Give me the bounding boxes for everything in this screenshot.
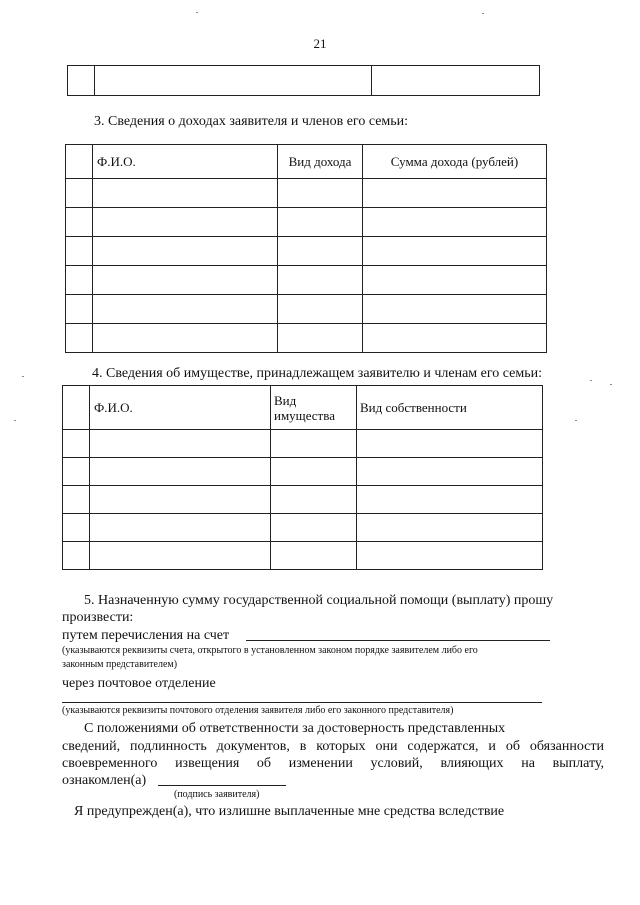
table-cell[interactable]	[95, 66, 372, 96]
post-label: через почтовое отделение	[62, 676, 216, 691]
table-cell[interactable]	[363, 179, 547, 208]
ack-line4: ознакомлен(а)	[62, 773, 147, 788]
table-cell[interactable]	[357, 458, 543, 486]
table-cell[interactable]	[271, 486, 357, 514]
table-cell	[66, 145, 93, 179]
table-row	[66, 324, 547, 353]
table-row	[63, 514, 543, 542]
ack-line2: сведений, подлинность документов, в которых они содержатся, и об обязанности	[62, 739, 604, 754]
table-cell[interactable]	[357, 430, 543, 458]
table-row	[63, 430, 543, 458]
table-cell[interactable]	[278, 179, 363, 208]
property-table	[62, 385, 543, 570]
table-cell[interactable]	[63, 430, 90, 458]
table-cell[interactable]	[66, 324, 93, 353]
table-cell[interactable]	[90, 542, 271, 570]
table-cell[interactable]	[271, 458, 357, 486]
income-table	[65, 144, 547, 353]
table-row	[63, 542, 543, 570]
ack-line1: С положениями об ответственности за достоверность представленных	[84, 721, 506, 736]
table-cell[interactable]	[63, 458, 90, 486]
table-row	[66, 179, 547, 208]
table-cell[interactable]	[68, 66, 95, 96]
signature-line[interactable]	[158, 785, 286, 786]
table-cell[interactable]	[90, 486, 271, 514]
table-cell[interactable]	[93, 179, 278, 208]
section4-title: 4. Сведения об имуществе, принадлежащем заявителю и членам его семьи:	[92, 366, 542, 381]
property-col-type	[271, 386, 357, 430]
table-cell[interactable]	[90, 514, 271, 542]
signature-hint: (подпись заявителя)	[174, 789, 260, 800]
table-cell[interactable]	[90, 458, 271, 486]
table-cell[interactable]	[271, 542, 357, 570]
table-cell[interactable]	[278, 295, 363, 324]
table-cell[interactable]	[93, 237, 278, 266]
post-office-line[interactable]	[62, 702, 542, 703]
table-cell[interactable]	[357, 514, 543, 542]
post-hint: (указываются реквизиты почтового отделения заявителя либо его законного представителя)	[62, 705, 454, 716]
scan-speck	[22, 376, 24, 377]
continuation-table	[67, 65, 540, 96]
income-col-fio: Ф.И.О.	[93, 145, 278, 179]
account-details-line[interactable]	[246, 640, 550, 641]
page-number: 21	[313, 36, 327, 51]
section3-title: 3. Сведения о доходах заявителя и членов его семьи:	[94, 114, 409, 129]
scan-speck	[196, 12, 198, 13]
scan-speck	[14, 420, 16, 421]
table-cell[interactable]	[372, 66, 540, 96]
table-cell[interactable]	[363, 208, 547, 237]
table-cell[interactable]	[93, 295, 278, 324]
table-cell[interactable]	[357, 542, 543, 570]
scan-speck	[590, 380, 592, 381]
table-cell[interactable]	[271, 430, 357, 458]
table-cell[interactable]	[363, 237, 547, 266]
table-cell[interactable]	[278, 266, 363, 295]
table-cell[interactable]	[63, 486, 90, 514]
table-cell	[63, 386, 90, 430]
section5-para-line1: 5. Назначенную сумму государственной социальной помощи (выплату) прошу	[84, 593, 554, 608]
section5-para-line2: произвести:	[62, 610, 134, 625]
table-row	[63, 458, 543, 486]
table-row	[66, 237, 547, 266]
table-cell[interactable]	[66, 179, 93, 208]
ack-line3: своевременного извещения об изменении условий, влияющих на выплату,	[62, 756, 604, 771]
table-cell[interactable]	[90, 430, 271, 458]
property-col-type-line1: Вид	[274, 392, 297, 408]
table-cell[interactable]	[363, 324, 547, 353]
table-cell[interactable]	[278, 237, 363, 266]
table-cell[interactable]	[93, 266, 278, 295]
scan-speck	[482, 13, 484, 14]
scan-speck	[610, 384, 612, 385]
transfer-hint-line1: (указываются реквизиты счета, открытого в установленном законом порядке заявителем либо его	[62, 645, 478, 656]
table-cell[interactable]	[66, 266, 93, 295]
table-cell[interactable]	[278, 324, 363, 353]
warning-text: Я предупрежден(а), что излишне выплаченные мне средства вследствие	[74, 804, 505, 819]
table-cell[interactable]	[66, 237, 93, 266]
transfer-label: путем перечисления на счет	[62, 628, 230, 643]
table-row	[66, 208, 547, 237]
transfer-hint-line2: законным представителем)	[62, 659, 178, 670]
table-cell[interactable]	[63, 542, 90, 570]
table-cell[interactable]	[363, 295, 547, 324]
table-row	[63, 486, 543, 514]
property-col-fio: Ф.И.О.	[90, 386, 271, 430]
table-row	[66, 295, 547, 324]
table-cell[interactable]	[363, 266, 547, 295]
table-cell[interactable]	[271, 514, 357, 542]
table-cell[interactable]	[63, 514, 90, 542]
income-col-type: Вид дохода	[278, 145, 363, 179]
table-row	[66, 266, 547, 295]
table-cell[interactable]	[357, 486, 543, 514]
table-cell[interactable]	[93, 208, 278, 237]
property-col-ownership: Вид собственности	[357, 386, 543, 430]
table-cell[interactable]	[278, 208, 363, 237]
table-cell[interactable]	[66, 295, 93, 324]
table-cell[interactable]	[93, 324, 278, 353]
income-col-sum: Сумма дохода (рублей)	[363, 145, 547, 179]
scan-speck	[575, 420, 577, 421]
property-col-type-line2: имущества	[274, 407, 335, 423]
table-cell[interactable]	[66, 208, 93, 237]
